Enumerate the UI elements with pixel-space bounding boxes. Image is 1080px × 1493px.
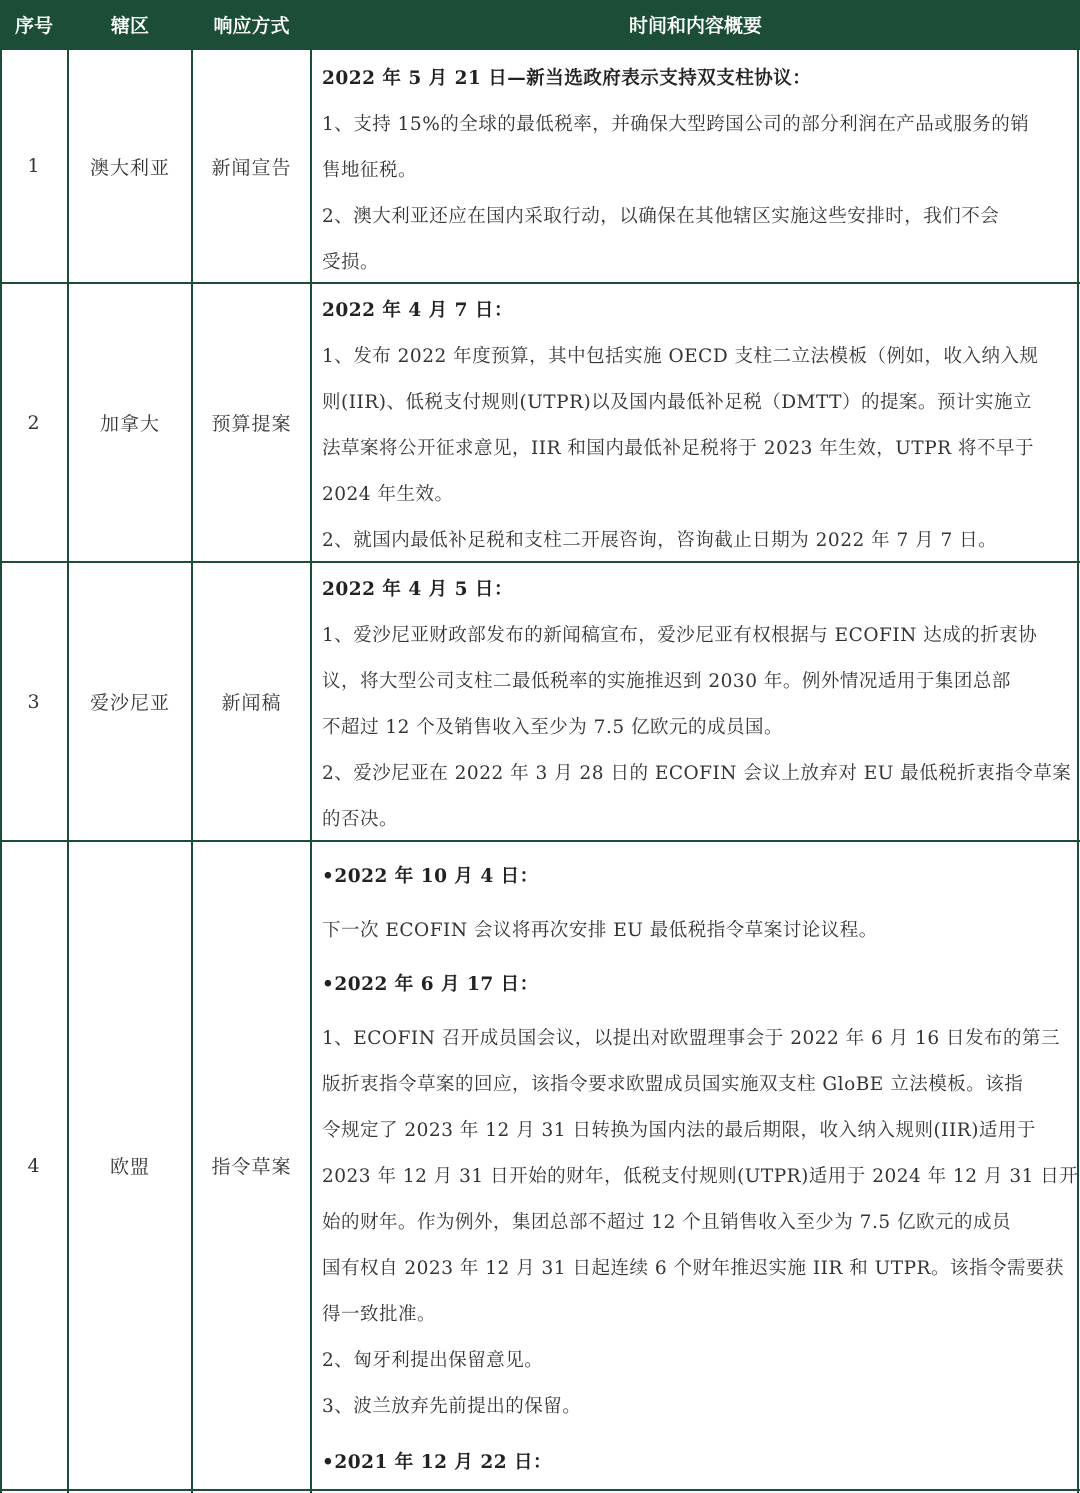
header-summary: 时间和内容概要 [311, 0, 1080, 48]
summary-line: 2024 年生效。 [322, 484, 454, 505]
summary-line: 版折衷指令草案的回应，该指令要求欧盟成员国实施双支柱 GloBE 立法模板。该指 [322, 1074, 1024, 1095]
summary-date: 2022 年 4 月 5 日： [322, 579, 513, 600]
summary-line: 3、波兰放弃先前提出的保留。 [322, 1396, 582, 1417]
header-index: 序号 [0, 0, 68, 48]
row-region: 加拿大 [99, 413, 160, 435]
grid-line [0, 1489, 1080, 1491]
summary-line: 2、爱沙尼亚在 2022 年 3 月 28 日的 ECOFIN 会议上放弃对 EU 最低税折衷指令草案 [322, 763, 1072, 784]
summary-date: •2022 年 10 月 4 日： [322, 866, 539, 887]
row-summary [322, 50, 1068, 282]
row-region: 爱沙尼亚 [89, 692, 170, 714]
summary-line: 则(IIR)、低税支付规则(UTPR)以及国内最低补足税（DMTT）的提案。预计实施立 [322, 392, 1033, 413]
summary-line: 令规定了 2023 年 12 月 31 日转换为国内法的最后期限，收入纳入规则(IIR)适用于 [322, 1120, 1036, 1141]
row-response: 新闻稿 [221, 692, 282, 714]
summary-line: 1、发布 2022 年度预算，其中包括实施 OECD 支柱二立法模板（例如，收入纳入规 [322, 346, 1039, 367]
summary-date: 2022 年 5 月 21 日—新当选政府表示支持双支柱协议： [322, 68, 812, 89]
summary-line: 的否决。 [322, 809, 399, 830]
summary-date: •2021 年 12 月 22 日： [322, 1452, 553, 1473]
summary-line: 国有权自 2023 年 12 月 31 日起连续 6 个财年推迟实施 IIR 和 UTPR。该指令需要获 [322, 1258, 1064, 1279]
summary-line: 2、就国内最低补足税和支柱二开展咨询，咨询截止日期为 2022 年 7 月 7 日。 [322, 530, 998, 551]
row-region: 欧盟 [109, 1156, 150, 1178]
row-index: 2 [27, 411, 41, 434]
summary-line: 2、澳大利亚还应在国内采取行动，以确保在其他辖区实施这些安排时，我们不会 [322, 206, 1000, 227]
summary-line: 2、匈牙利提出保留意见。 [322, 1350, 544, 1371]
summary-line: 得一致批准。 [322, 1304, 437, 1325]
summary-line: 1、ECOFIN 召开成员国会议，以提出对欧盟理事会于 2022 年 6 月 16 日发布的第三 [322, 1028, 1060, 1049]
summary-line: 议，将大型公司支柱二最低税率的实施推迟到 2030 年。例外情况适用于集团总部 [322, 671, 1011, 692]
row-response: 预算提案 [211, 413, 292, 435]
summary-line: 1、爱沙尼亚财政部发布的新闻稿宣布，爱沙尼亚有权根据与 ECOFIN 达成的折衷协 [322, 625, 1038, 646]
summary-line: 下一次 ECOFIN 会议将再次安排 EU 最低税指令草案讨论议程。 [322, 920, 878, 941]
grid-line [1077, 0, 1079, 1493]
row-index: 3 [27, 690, 41, 713]
summary-line: 法草案将公开征求意见，IIR 和国内最低补足税将于 2023 年生效，UTPR 将不早于 [322, 438, 1034, 459]
header-response: 响应方式 [192, 0, 311, 48]
summary-line: 2023 年 12 月 31 日开始的财年，低税支付规则(UTPR)适用于 2024 年 12 月 31 日开 [322, 1166, 1079, 1187]
row-summary [322, 563, 1072, 840]
summary-line: 售地征税。 [322, 160, 418, 181]
header-region: 辖区 [68, 0, 192, 48]
row-summary [322, 284, 1068, 561]
row-region: 澳大利亚 [89, 156, 170, 179]
row-response: 指令草案 [211, 1156, 292, 1178]
row-response: 新闻宣告 [211, 156, 292, 179]
summary-date: •2022 年 6 月 17 日： [322, 974, 539, 995]
summary-line: 1、支持 15%的全球的最低税率，并确保大型跨国公司的部分利润在产品或服务的销 [322, 114, 1030, 135]
summary-line: 不超过 12 个及销售收入至少为 7.5 亿欧元的成员国。 [322, 717, 783, 738]
summary-line: 始的财年。作为例外，集团总部不超过 12 个且销售收入至少为 7.5 亿欧元的成员 [322, 1212, 1011, 1233]
summary-line: 受损。 [322, 252, 380, 273]
row-index: 4 [27, 1154, 41, 1177]
row-index: 1 [27, 155, 41, 177]
row-summary [322, 842, 1079, 1489]
summary-date: 2022 年 4 月 7 日： [322, 300, 513, 321]
